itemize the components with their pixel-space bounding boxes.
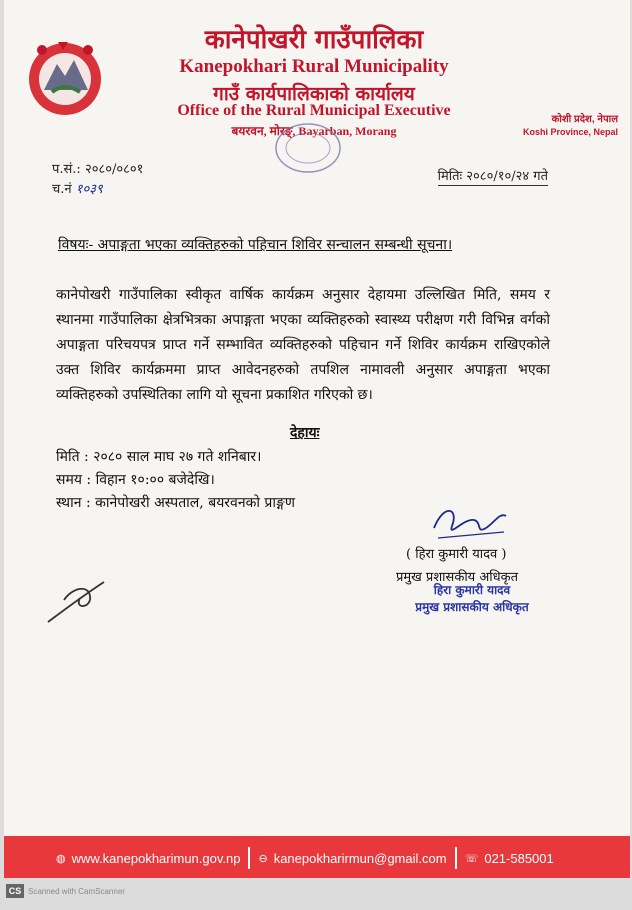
ps-number: प.सं.: २०८०/०८०१ xyxy=(52,162,144,177)
email-icon: ⊖ xyxy=(258,852,268,865)
email-text: kanepokharirmun@gmail.com xyxy=(273,850,447,866)
detail-place: स्थान : कानेपोखरी अस्पताल, बयरवनको प्राङ्गण xyxy=(56,495,295,511)
header-nepali-name: कानेपोखरी गाउँपालिका xyxy=(204,25,424,55)
website-text: www.kanepokharimun.gov.np xyxy=(71,850,241,866)
scanner-watermark xyxy=(6,884,125,898)
footer-email[interactable] xyxy=(258,851,446,866)
header-english-name: Kanepokhari Rural Municipality xyxy=(179,56,449,77)
phone-icon: ☏ xyxy=(464,852,479,865)
camscanner-logo-icon: CS xyxy=(6,884,24,898)
letter-date: मितिः २०८०/१०/२४ गते xyxy=(438,166,548,186)
designation-stamp xyxy=(392,582,552,616)
nepal-emblem-logo xyxy=(22,34,108,120)
round-office-stamp xyxy=(272,120,344,176)
detail-date: मिति : २०८० साल माघ २७ गते शनिबार। xyxy=(56,449,262,465)
signatory-role: प्रमुख प्रशासकीय अधिकृत xyxy=(396,570,519,585)
stamp-name: हिरा कुमारी यादव xyxy=(433,583,511,597)
chn-value: १०३९ xyxy=(75,182,103,197)
province-english: Koshi Province, Nepal xyxy=(522,127,618,137)
scanner-text: Scanned with CamScanner xyxy=(28,886,125,896)
chn-label: च.नं xyxy=(52,182,72,197)
chn-number xyxy=(52,180,143,200)
footer-bar xyxy=(4,836,630,878)
left-signature-mark xyxy=(44,570,114,630)
header-address: बयरवन, मोरङ्, Bayarban, Morang xyxy=(231,124,397,138)
notice-body: कानेपोखरी गाउँपालिका स्वीकृत वार्षिक कार्यक्रम अनुसार देहायमा उल्लिखित मिति, समय र स्थानमा गाउँपालिका क्षेत्रभित्रका अपाङ्गता भएका व्यक्तिहरुको स्वास्थ्य परीक्षण गरी विभिन्न वर्गको अपाङ्गता परिचयपत्र प्राप्त गर्ने सम्भावित व्यक्तिहरुको पहिचान गर्ने शिविर कार्यक्रम राखिएकोले उक्त शिविर कार्यक्रममा प्राप्त आवेदनहरुको तपशिल नामावली अनुसार अपाङ्गता भएका व्यक्तिहरुको उपस्थितिका लागि यो सूचना प्रकाशित गरिएको छ। xyxy=(56,287,550,403)
globe-icon: ◍ xyxy=(56,852,66,865)
footer-phone[interactable] xyxy=(465,851,554,866)
stamp-role: प्रमुख प्रशासकीय अधिकृत xyxy=(415,600,529,614)
footer-divider xyxy=(248,847,250,869)
footer-website[interactable] xyxy=(56,851,240,866)
detail-time: समय : विहान १०:०० बजेदेखि। xyxy=(56,472,215,488)
dehaya-heading: देहायः xyxy=(290,425,320,441)
signatory-name: ( हिरा कुमारी यादव ) xyxy=(406,547,507,562)
header-english-office: Office of the Rural Municipal Executive xyxy=(177,102,451,119)
officer-signature xyxy=(424,498,514,548)
header-nepali-office: गाउँ कार्यपालिकाको कार्यालय xyxy=(213,83,415,105)
footer-divider xyxy=(455,847,457,869)
subject-line: विषयः- अपाङ्गता भएका व्यक्तिहरुको पहिचान शिविर सन्चालन सम्बन्धी सूचना। xyxy=(58,237,453,253)
phone-text: 021-585001 xyxy=(484,850,554,866)
province-nepali: कोशी प्रदेश, नेपाल xyxy=(551,114,618,125)
reference-block xyxy=(52,160,143,200)
letter-sheet xyxy=(4,0,630,878)
